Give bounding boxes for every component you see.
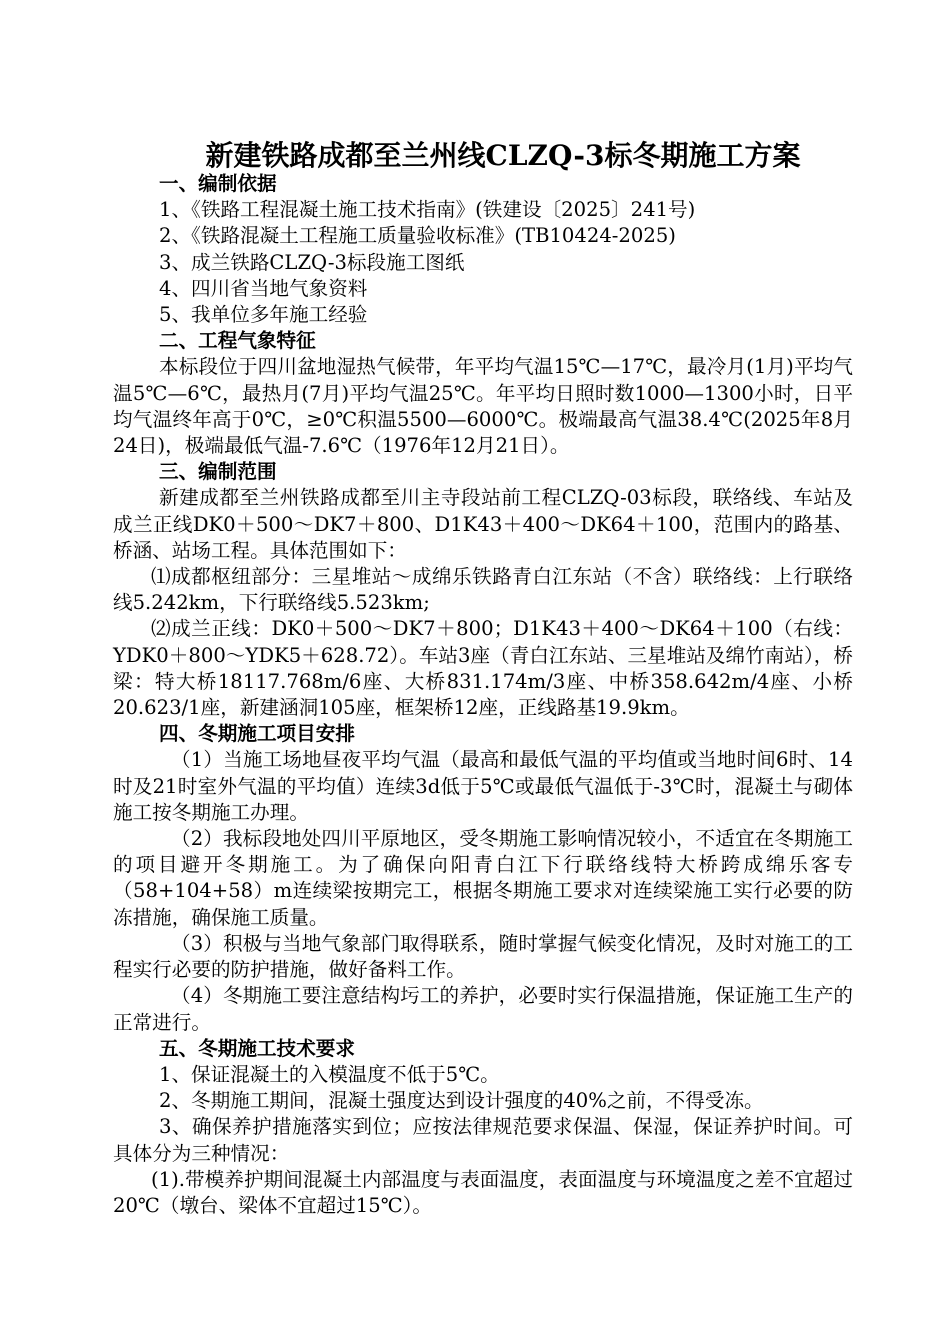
paragraph: 1、《铁路工程混凝土施工技术指南》(铁建设〔2025〕241号): [159, 198, 696, 222]
document-title: 新建铁路成都至兰州线CLZQ-3标冬期施工方案: [205, 139, 801, 172]
paragraph: 4、四川省当地气象资料: [159, 276, 368, 300]
paragraph: 1、保证混凝土的入模温度不低于5℃。: [159, 1062, 500, 1086]
paragraph: ⑵成兰正线：DK0＋500～DK7＋800；D1K43＋400～DK64＋100（右线：YDK0＋800～YDK5＋628.72）。车站3座（青白江东站、三星堆站及绵竹南站），桥梁：特大桥18117.768m/6座、大桥831.174m/3座、中桥358.642m/4座、小桥20.623/1座，新建涵洞105座，框架桥12座，正线路基19.9km。: [113, 617, 853, 720]
section-heading: 二、工程气象特征: [159, 329, 316, 353]
document-body: [113, 171, 853, 1219]
paragraph: 本标段位于四川盆地湿热气候带，年平均气温15℃—17℃，最冷月(1月)平均气温5℃—6℃，最热月(7月)平均气温25℃。年平均日照时数1000—1300小时，日平均气温终年高于0℃，≥0℃积温5500—6000℃。极端最高气温38.4℃(2025年8月24日)，极端最低气温-7.6℃（1976年12月21日）。: [113, 355, 853, 458]
paragraph: 新建成都至兰州铁路成都至川主寺段站前工程CLZQ-03标段，联络线、车站及成兰正线DK0＋500～DK7＋800、D1K43＋400～DK64＋100，范围内的路基、桥涵、站场工程。具体范围如下：: [113, 486, 853, 562]
paragraph: 5、我单位多年施工经验: [159, 303, 368, 327]
section-heading: 三、编制范围: [159, 460, 277, 484]
paragraph: 3、确保养护措施落实到位；应按法律规范要求保温、保湿，保证养护时间。可具体分为三种情况：: [113, 1115, 853, 1165]
paragraph: （4）冬期施工要注意结构圬工的养护，必要时实行保温措施，保证施工生产的正常进行。: [113, 984, 853, 1034]
paragraph: （2）我标段地处四川平原地区，受冬期施工影响情况较小，不适宜在冬期施工的项目避开冬期施工。为了确保向阳青白江下行联络线特大桥跨成绵乐客专（58+104+58）m连续梁按期完工，根据冬期施工要求对连续梁施工实行必要的防冻措施，确保施工质量。: [113, 827, 853, 929]
paragraph: （3）积极与当地气象部门取得联系，随时掌握气候变化情况，及时对施工的工程实行必要的防护措施，做好备料工作。: [113, 931, 853, 982]
paragraph: （1）当施工场地昼夜平均气温（最高和最低气温的平均值或当地时间6时、14时及21时室外气温的平均值）连续3d低于5℃或最低气温低于-3℃时，混凝土与砌体施工按冬期施工办理。: [113, 748, 853, 824]
paragraph: 2、冬期施工期间，混凝土强度达到设计强度的40%之前，不得受冻。: [159, 1089, 764, 1113]
section-heading: 五、冬期施工技术要求: [159, 1036, 355, 1060]
section-heading: 四、冬期施工项目安排: [159, 722, 355, 746]
paragraph: 3、成兰铁路CLZQ-3标段施工图纸: [159, 250, 465, 274]
section-heading: 一、编制依据: [159, 172, 277, 195]
paragraph: (1).带模养护期间混凝土内部温度与表面温度，表面温度与环境温度之差不宜超过20℃（墩台、梁体不宜超过15℃）。: [113, 1167, 853, 1217]
paragraph: ⑴成都枢纽部分：三星堆站～成绵乐铁路青白江东站（不含）联络线：上行联络线5.242km，下行联络线5.523km;: [113, 565, 853, 615]
paragraph: 2、《铁路混凝土工程施工质量验收标准》(TB10424-2025): [159, 224, 676, 248]
